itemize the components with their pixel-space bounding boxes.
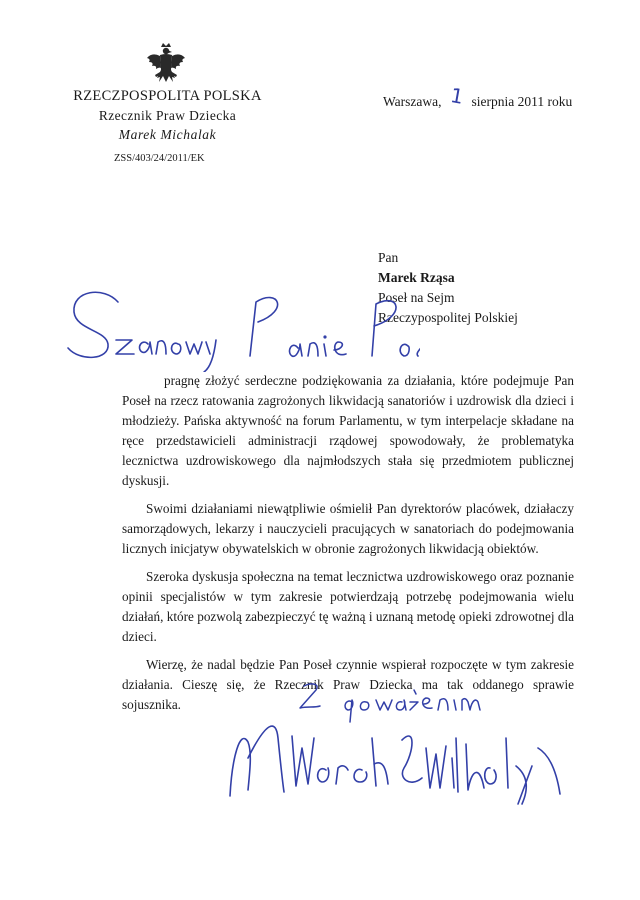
recipient-position-2: Rzeczypospolitej Polskiej: [378, 310, 518, 325]
recipient-name: Marek Rząsa: [378, 270, 455, 285]
letterhead-office: Rzecznik Praw Dziecka: [98, 108, 237, 123]
handwritten-greeting: [60, 282, 420, 372]
body-paragraph-4: Wierzę, że nadal będzie Pan Poseł czynnie wspierał rozpoczęte w tym zakresie działania. Cieszę się, że Rzecznik Praw Dziecka ma tak oddanego sprawie sojusznika.: [122, 657, 574, 712]
reference-number: ZSS/403/24/2011/EK: [114, 153, 205, 164]
date-day-handwritten: 1: [448, 83, 465, 109]
letterhead-person: Marek Michalak: [118, 127, 217, 142]
letterhead-country: RZECZPOSPOLITA POLSKA: [73, 88, 262, 104]
body-paragraph-3: Szeroka dyskusja społeczna na temat lecznictwa uzdrowiskowego oraz poznanie opinii specjalistów w tym zakresie potwierdzają potrzebę podejmowania wielu działań, które pozwolą zabezpieczyć tę ważną i uznaną metodę opieki zdrowotnej dla dzieci.: [122, 569, 574, 644]
date-city: Warszawa,: [383, 94, 442, 109]
recipient-position-1: Poseł na Sejm: [378, 290, 455, 305]
date-rest: sierpnia 2011 roku: [471, 94, 573, 109]
letter-body: [122, 371, 574, 723]
polish-eagle-emblem-icon: [146, 42, 186, 86]
body-paragraph-1: pragnę złożyć serdeczne podziękowania za działania, które podejmuje Pan Poseł na rzecz ratowania zagrożonych likwidacją sanatoriów i uzdrowisk dla dzieci i młodzieży. Pańska aktywność na forum Parlamentu, w tym interpelacje składane na ręce przedstawicieli administracji rządowej spowodowały, że problematyka lecznictwa uzdrowiskowego dla najmłodszych stała się przedmiotem publicznej dyskusji.: [122, 373, 574, 488]
signature: [226, 708, 566, 808]
letter-date: [383, 83, 573, 111]
body-paragraph-2: Swoimi działaniami niewątpliwie ośmielił Pan dyrektorów placówek, działaczy samorządowych, lekarzy i nauczycieli pracujących w sanatoriach do podejmowania licznych inicjatyw obywatelskich w obronie zagrożonych likwidacją obiektów.: [122, 501, 574, 556]
recipient-salutation: Pan: [378, 250, 399, 265]
